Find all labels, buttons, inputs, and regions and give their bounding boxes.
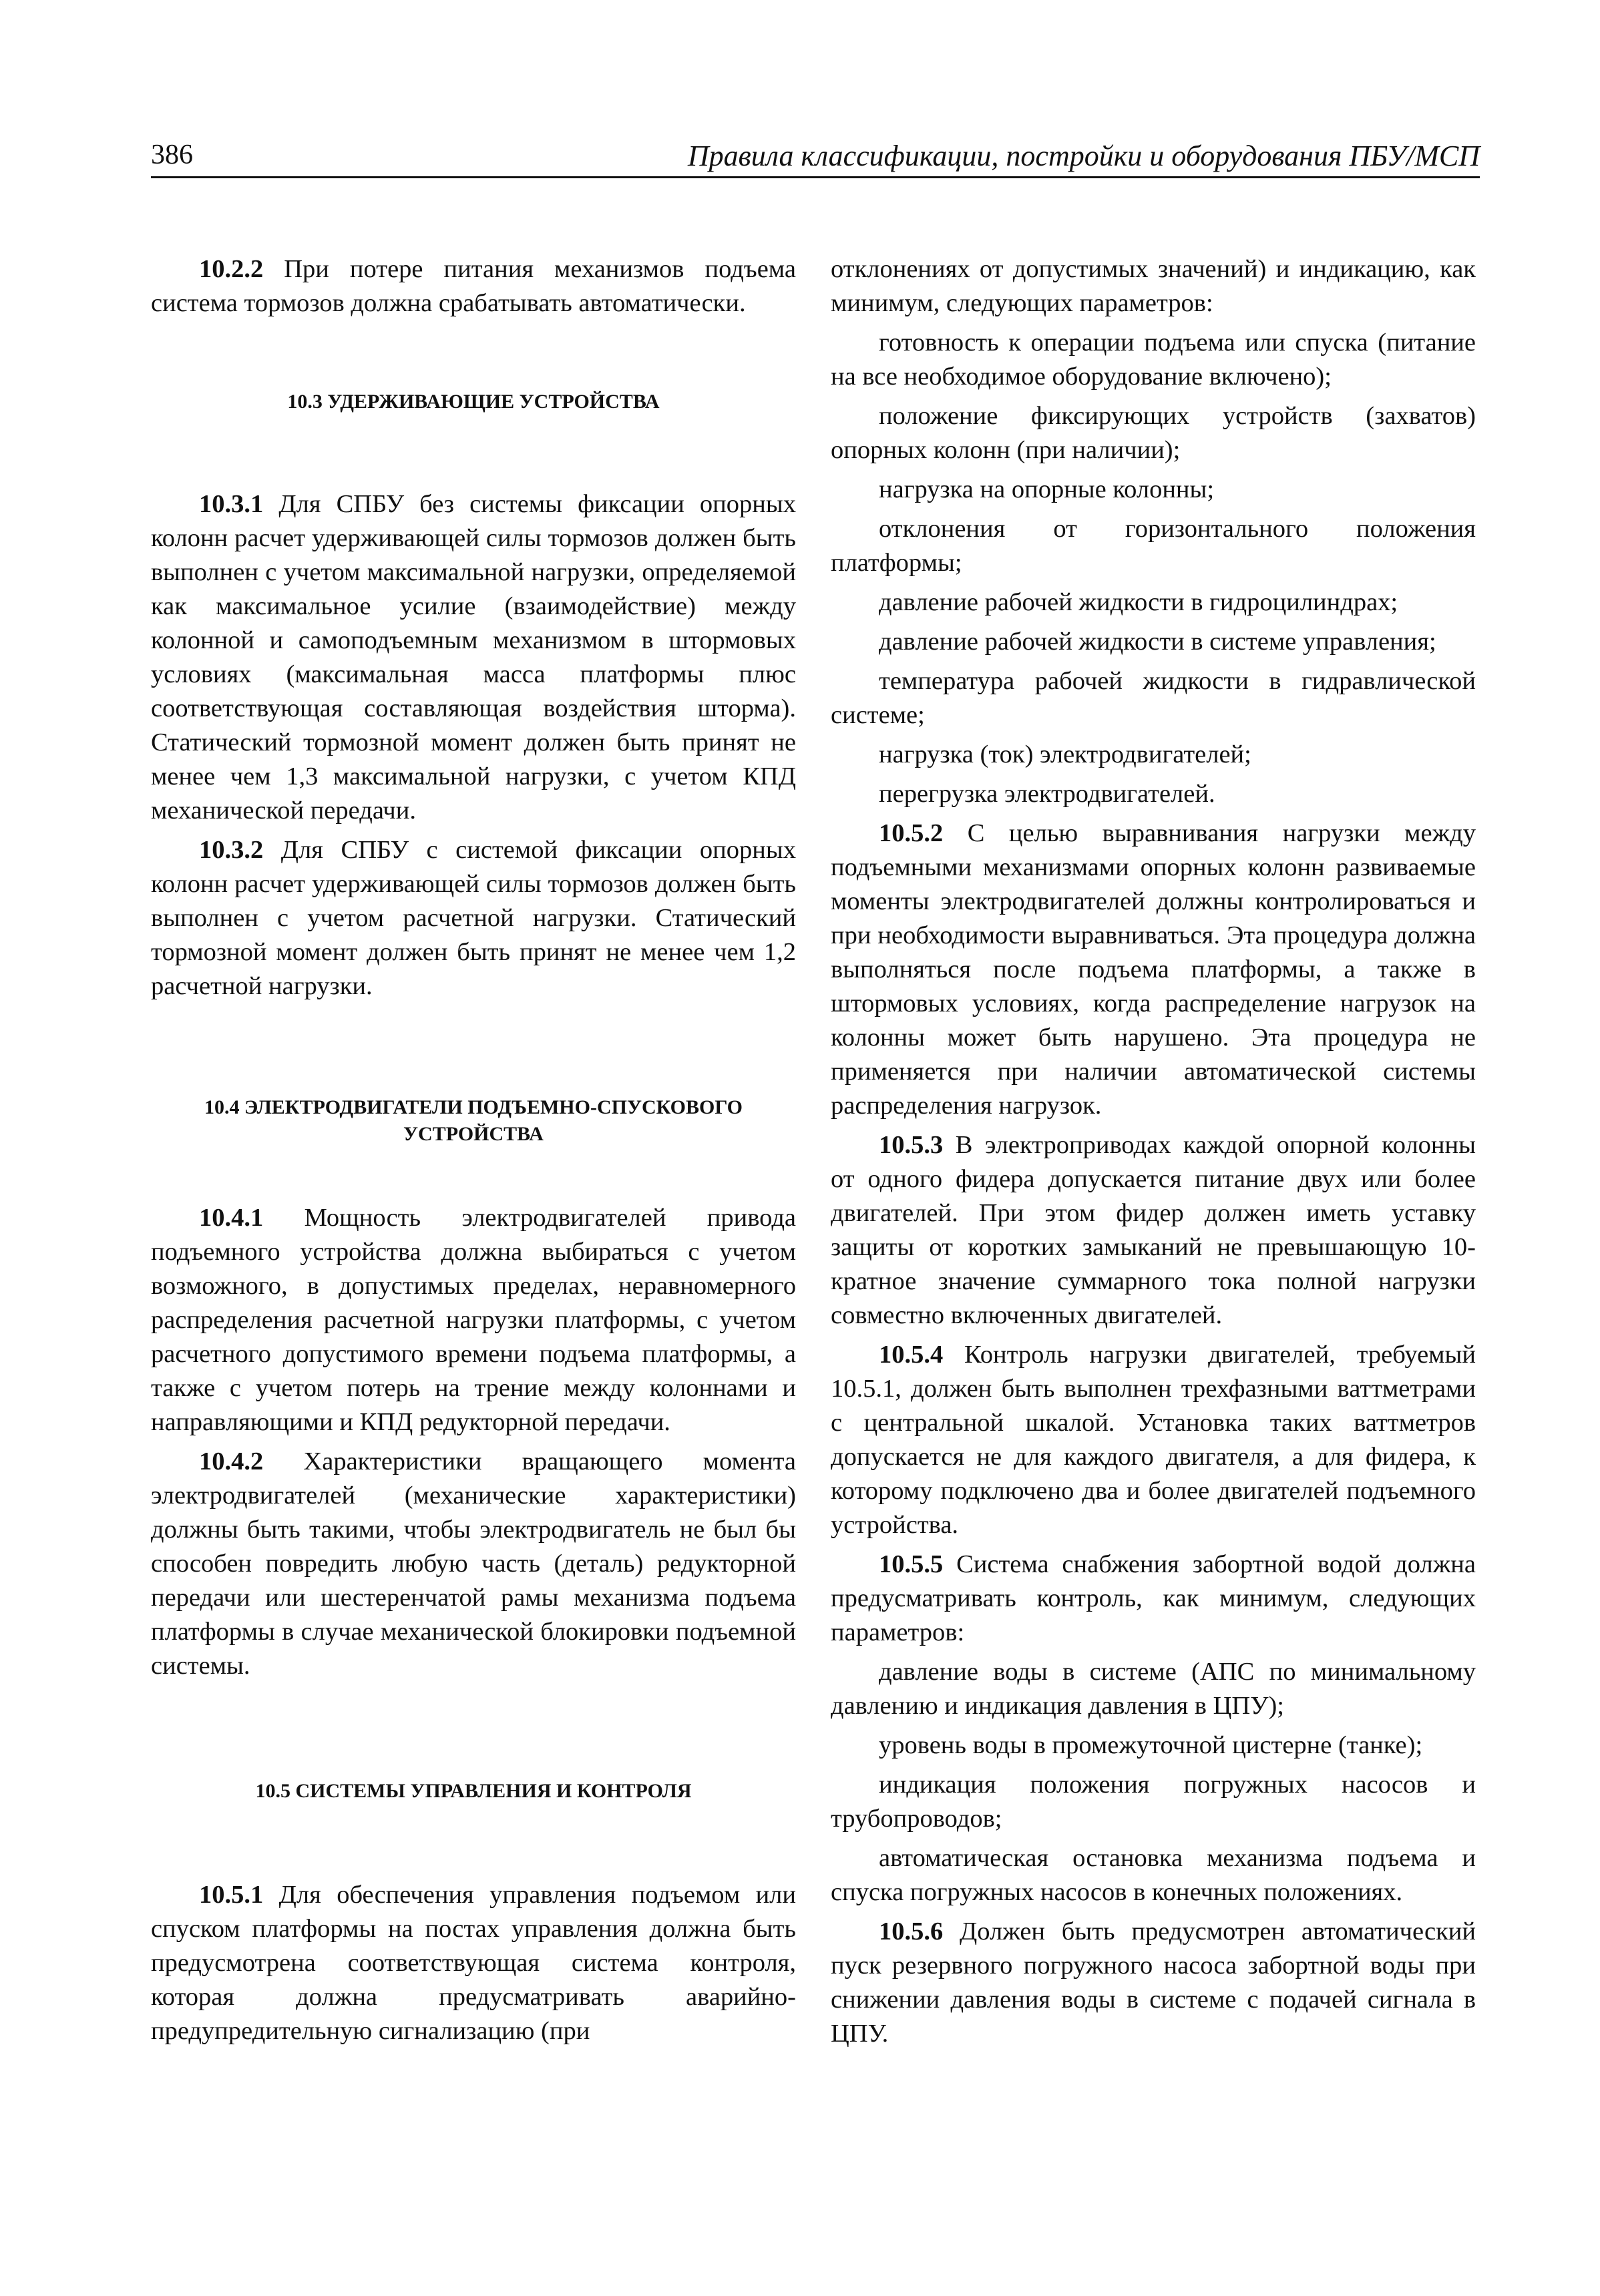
running-title: Правила классификации, постройки и оборудования ПБУ/МСП (687, 140, 1480, 172)
paragraph-text: Для СПБУ с системой фиксации опорных колонн расчет удерживающей силы тормозов должен быть выполнен с учетом расчетной нагрузки. Статический тормозной момент должен быть принят не менее чем 1,2 расчетной нагрузки. (151, 836, 796, 1000)
paragraph-10-4-1 (151, 1201, 796, 1439)
clause-number: 10.4.1 (199, 1204, 264, 1232)
list-item: температура рабочей жидкости в гидравлической системе; (831, 667, 1476, 729)
section-heading-10-4: 10.4 ЭЛЕКТРОДВИГАТЕЛИ ПОДЪЕМНО-СПУСКОВОГО УСТРОЙСТВА (204, 1096, 743, 1145)
clause-number: 10.5.3 (879, 1131, 944, 1159)
paragraph-text: Система снабжения забортной водой должна предусматривать контроль, как минимум, следующих параметров: (831, 1550, 1476, 1646)
paragraph-continuation: отклонениях от допустимых значений) и индикацию, как минимум, следующих параметров: (831, 255, 1476, 317)
list-item: автоматическая остановка механизма подъема и спуска погружных насосов в конечных положениях. (831, 1844, 1476, 1906)
clause-number: 10.4.2 (199, 1447, 264, 1475)
list-item: давление воды в системе (АПС по минимальному давлению и индикация давления в ЦПУ); (831, 1658, 1476, 1720)
paragraph-10-5-4 (831, 1338, 1476, 1542)
clause-number: 10.3.1 (199, 490, 264, 518)
list-item: давление рабочей жидкости в гидроцилиндрах; (879, 588, 1398, 616)
paragraph-text: Контроль нагрузки двигателей, требуемый 10.5.1, должен быть выполнен трехфазными ваттметрами с центральной шкалой. Установка таких ваттметров допускается не для каждого двигателя, а для фидера, к которому подключено два и более двигателей подъемного устройства. (831, 1341, 1476, 1539)
paragraph-10-5-5 (831, 1548, 1476, 1650)
paragraph-10-4-2 (151, 1445, 796, 1683)
clause-number: 10.5.4 (879, 1341, 944, 1369)
paragraph-text: При потере питания механизмов подъема система тормозов должна срабатывать автоматически. (151, 255, 796, 317)
list-item: отклонения от горизонтального положения платформы; (831, 515, 1476, 577)
page-header (151, 134, 1480, 178)
paragraph-text: Должен быть предусмотрен автоматический пуск резервного погружного насоса забортной воды при снижении давления воды в системе с подачей сигнала в ЦПУ. (831, 1917, 1476, 2048)
page-number: 386 (151, 140, 193, 170)
clause-number: 10.5.1 (199, 1881, 264, 1909)
list-item: уровень воды в промежуточной цистерне (танке); (879, 1731, 1423, 1759)
paragraph-text: Мощность электродвигателей привода подъемного устройства должна выбираться с учетом возможного, в допустимых пределах, неравномерного распределения расчетной нагрузки платформы, с учетом расчетного допустимого времени подъема платформы, а также с учетом потерь на трение между колоннами и направляющими и КПД редукторной передачи. (151, 1204, 796, 1436)
paragraph-text: Для обеспечения управления подъемом или спуском платформы на постах управления должна быть предусмотрена соответствующая система контроля, которая должна предусматривать аварийно-предупредительную сигнализацию (при (151, 1881, 796, 2045)
clause-number: 10.5.5 (879, 1550, 944, 1578)
paragraph-10-3-1 (151, 487, 796, 828)
paragraph-10-5-2 (831, 817, 1476, 1123)
section-heading-10-3: 10.3 УДЕРЖИВАЮЩИЕ УСТРОЙСТВА (287, 391, 660, 413)
paragraph-10-5-3 (831, 1128, 1476, 1333)
clause-number: 10.5.2 (879, 819, 944, 847)
clause-number: 10.5.6 (879, 1917, 944, 1945)
list-item: перегрузка электродвигателей. (879, 780, 1215, 808)
section-heading-10-5: 10.5 СИСТЕМЫ УПРАВЛЕНИЯ И КОНТРОЛЯ (255, 1780, 692, 1802)
paragraph-10-2-2 (151, 252, 796, 320)
paragraph-10-5-1 (151, 1878, 796, 2048)
list-item: положение фиксирующих устройств (захватов) опорных колонн (при наличии); (831, 402, 1476, 464)
list-item: готовность к операции подъема или спуска (питание на все необходимое оборудование включено); (831, 328, 1476, 391)
list-item: давление рабочей жидкости в системе управления; (879, 628, 1436, 656)
right-column (831, 252, 1476, 2056)
paragraph-text: С целью выравнивания нагрузки между подъемными механизмами опорных колонн развиваемые моменты электродвигателей должны контролироваться и при необходимости выравниваться. Эта процедура должна выполняться после подъема платформы, а также в штормовых условиях, когда распределение нагрузок на колонны может быть нарушено. Эта процедура не применяется при наличии автоматической системы распределения нагрузок. (831, 819, 1476, 1120)
paragraph-text: Характеристики вращающего момента электродвигателей (механические характеристики) должны быть такими, чтобы электродвигатель не был бы способен повредить любую часть (деталь) редукторной передачи или шестеренчатой рамы механизма подъема платформы в случае механической блокировки подъемной системы. (151, 1447, 796, 1680)
list-item: индикация положения погружных насосов и трубопроводов; (831, 1771, 1476, 1833)
paragraph-text: В электроприводах каждой опорной колонны от одного фидера допускается питание двух или более двигателей. При этом фидер должен иметь уставку защиты от коротких замыканий не превышающую 10-кратное значение суммарного тока полной нагрузки совместно включенных двигателей. (831, 1131, 1476, 1329)
clause-number: 10.2.2 (199, 255, 264, 283)
clause-number: 10.3.2 (199, 836, 264, 864)
list-item: нагрузка на опорные колонны; (879, 475, 1215, 503)
paragraph-text: Для СПБУ без системы фиксации опорных колонн расчет удерживающей силы тормозов должен быть выполнен с учетом максимальной нагрузки, определяемой как максимальное усилие (взаимодействие) между колонной и самоподъемным механизмом в штормовых условиях (максимальная масса платформы плюс соответствующая составляющая воздействия шторма). Статический тормозной момент должен быть принят не менее чем 1,3 максимальной нагрузки, с учетом КПД механической передачи. (151, 490, 796, 825)
paragraph-10-5-6 (831, 1915, 1476, 2051)
list-item: нагрузка (ток) электродвигателей; (879, 740, 1251, 768)
left-column (151, 252, 796, 2054)
paragraph-10-3-2 (151, 833, 796, 1003)
